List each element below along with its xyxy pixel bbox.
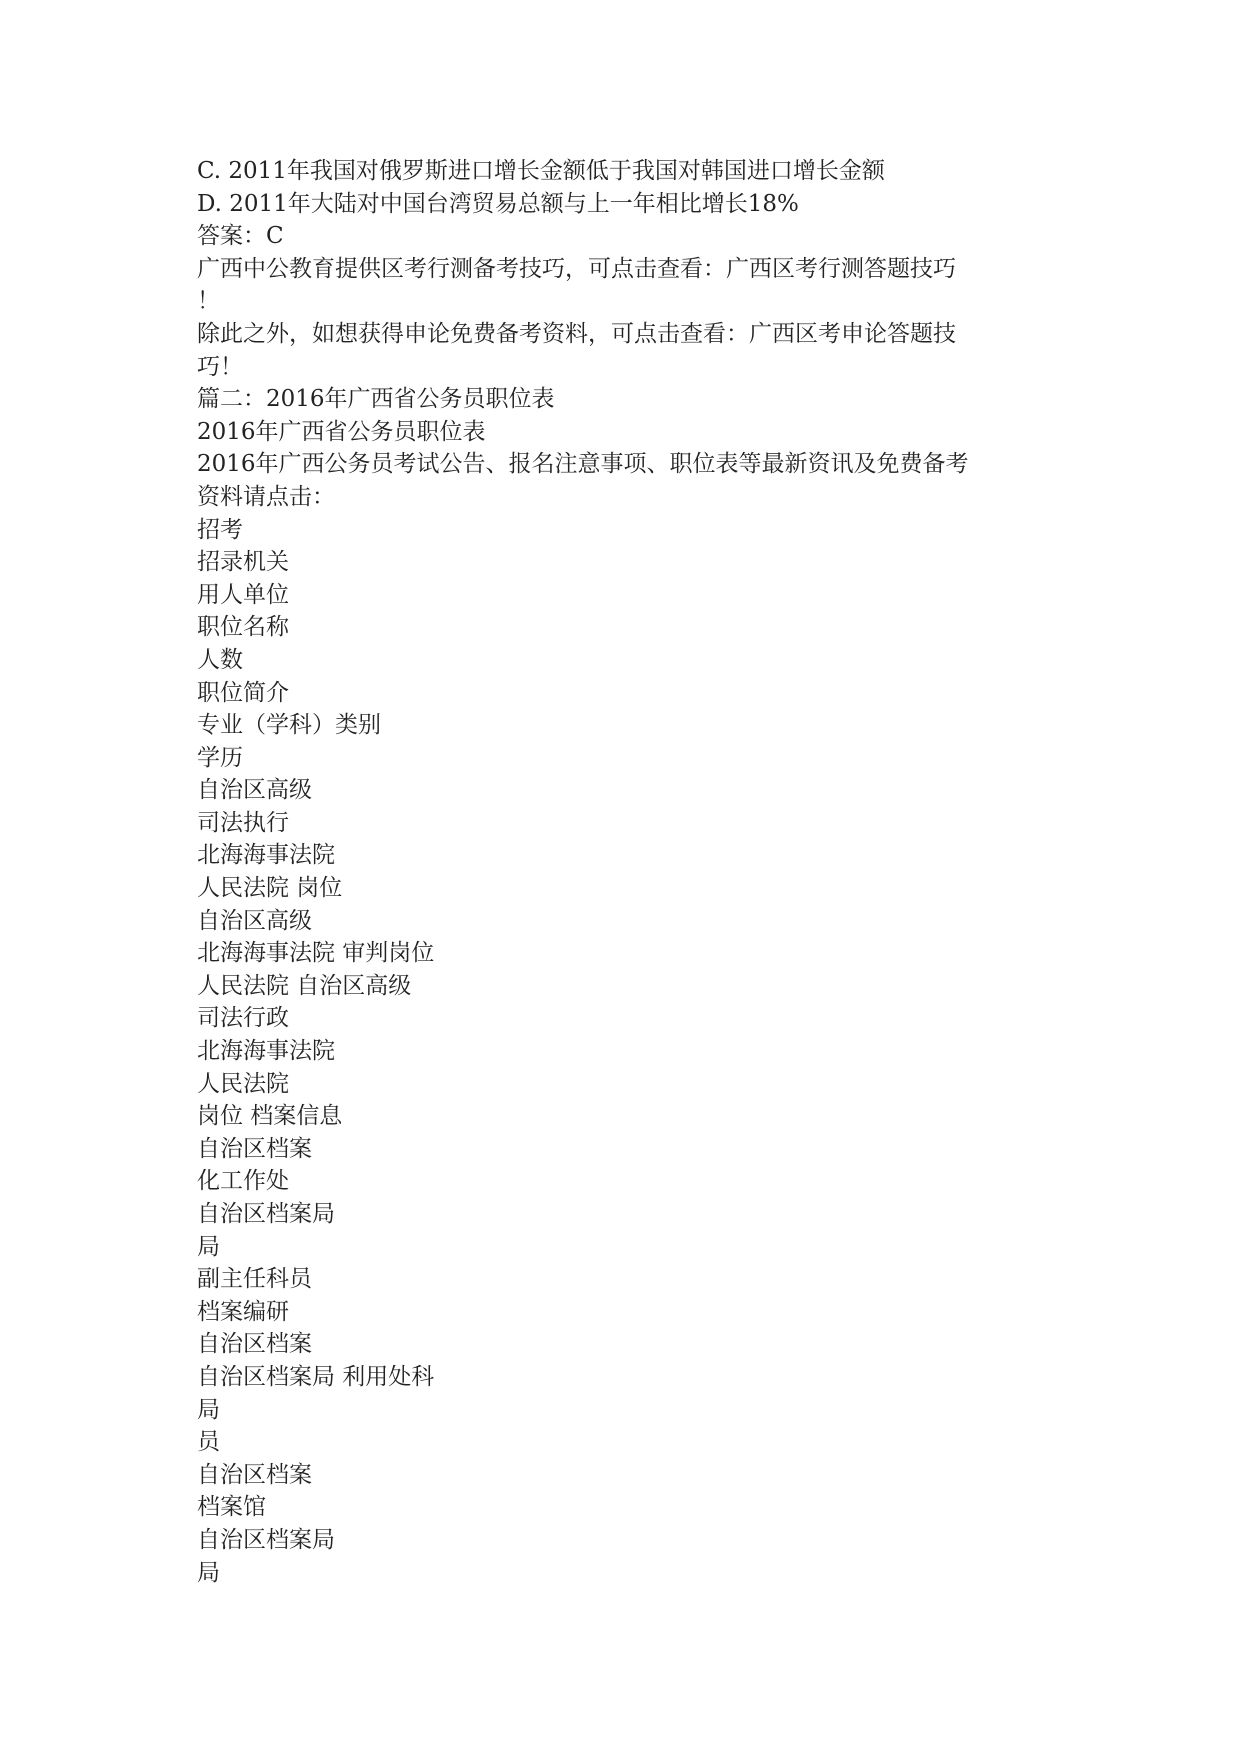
text-line: 答案：C (197, 223, 284, 250)
table-cell-text: 自治区档案 (197, 1461, 312, 1488)
table-cell-text: 局 (197, 1396, 220, 1423)
table-cell-text: 自治区高级 (197, 777, 312, 804)
text-line: ！ (197, 288, 220, 315)
table-cell-text: 自治区档案局 (197, 1526, 335, 1553)
table-cell-text: 档案编研 (197, 1298, 289, 1325)
table-cell-text: 人民法院 (197, 1070, 289, 1097)
table-cell-text: 化工作处 (197, 1168, 289, 1195)
table-cell-text: 局 (197, 1233, 220, 1260)
table-cell-text: 副主任科员 (197, 1266, 312, 1293)
table-cell-text: 北海海事法院 审判岗位 (197, 940, 435, 967)
text-line: 资料请点击： (197, 483, 335, 510)
table-cell-text: 人数 (197, 646, 243, 673)
table-cell-text: 自治区档案 (197, 1331, 312, 1358)
table-cell-text: 自治区档案局 利用处科 (197, 1363, 435, 1390)
table-cell-text: 自治区档案 (197, 1135, 312, 1162)
text-line: 广西中公教育提供区考行测备考技巧，可点击查看：广西区考行测答题技巧 (197, 255, 956, 282)
table-cell-text: 人民法院 自治区高级 (197, 972, 412, 999)
table-cell-text: 招录机关 (197, 549, 289, 576)
table-cell-text: 司法执行 (197, 809, 289, 836)
section-heading: 篇二：2016年广西省公务员职位表 (197, 386, 555, 413)
table-cell-text: 北海海事法院 (197, 1038, 335, 1065)
table-cell-text: 岗位 档案信息 (197, 1103, 343, 1130)
document-body (197, 155, 1037, 1589)
text-line: 巧！ (197, 353, 243, 380)
table-cell-text: 招考 (197, 516, 243, 543)
table-cell-text: 档案馆 (197, 1494, 266, 1521)
table-cell-text: 员 (197, 1429, 220, 1456)
table-cell-text: 北海海事法院 (197, 842, 335, 869)
table-cell-text: 职位简介 (197, 679, 289, 706)
table-cell-text: 自治区档案局 (197, 1201, 335, 1227)
table-cell-text: 职位名称 (197, 614, 289, 641)
table-cell-text: 用人单位 (197, 581, 289, 608)
text-line: C. 2011年我国对俄罗斯进口增长金额低于我国对韩国进口增长金额 (197, 158, 885, 184)
table-cell-text: 司法行政 (197, 1005, 289, 1032)
table-cell-text: 专业（学科）类别 (197, 712, 381, 739)
table-cell-text: 自治区高级 (197, 907, 312, 934)
table-cell-text: 人民法院 岗位 (197, 875, 343, 902)
text-line: 除此之外，如想获得申论免费备考资料，可点击查看：广西区考申论答题技 (197, 320, 956, 347)
table-cell-text: 学历 (197, 744, 243, 771)
text-line: D. 2011年大陆对中国台湾贸易总额与上一年相比增长18% (197, 190, 799, 217)
text-line: 2016年广西省公务员职位表 (197, 418, 486, 445)
text-line: 2016年广西公务员考试公告、报名注意事项、职位表等最新资讯及免费备考 (197, 451, 969, 478)
table-cell-text: 局 (197, 1559, 220, 1586)
